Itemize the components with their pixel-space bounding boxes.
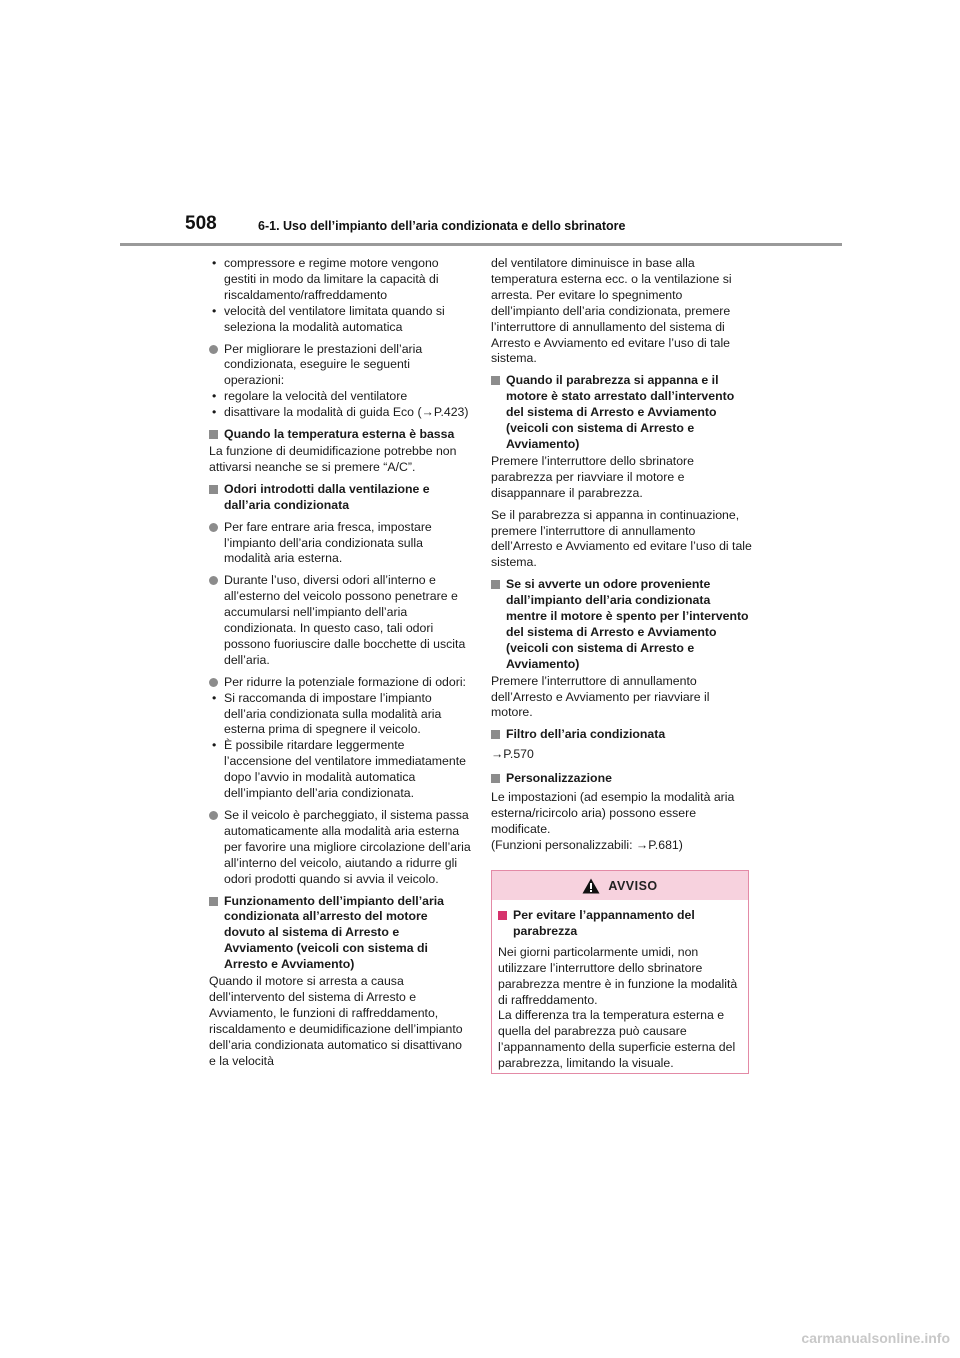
list-item: • È possibile ritardare leggermente l’accensione del ventilatore immediatamente dopo l’avvio in modalità automatica dell’impianto dell’aria condizionata. <box>209 738 471 802</box>
section-heading: Personalizzazione <box>491 771 753 787</box>
warning-body <box>492 900 748 1072</box>
note-text: Per ridurre la potenziale formazione di odori: <box>224 674 466 689</box>
note-item: Per fare entrare aria fresca, impostare l’impianto dell’aria condizionata sulla modalità aria esterna. <box>209 520 471 568</box>
section-heading: Odori introdotti dalla ventilazione e dall’aria condizionata <box>209 482 471 514</box>
paragraph: La funzione di deumidificazione potrebbe non attivarsi neanche se si premere “A/C”. <box>209 443 457 474</box>
warning-subtitle: Per evitare l’appannamento del parabrezza <box>498 908 742 940</box>
section-heading: Quando la temperatura esterna è bassa <box>209 427 471 443</box>
list-item: • Si raccomanda di impostare l’impianto dell’aria condizionata sulla modalità aria esterna prima di spegnere il veicolo. <box>209 691 471 739</box>
left-column <box>209 256 471 1076</box>
section-heading: Se si avverte un odore proveniente dall’impianto dell’aria condizionata mentre il motore è spento per l’intervento del sistema di Arresto e Avviamento (veicoli con sistema di Arresto e Avviamento) <box>491 577 753 672</box>
list-item: • velocità del ventilatore limitata quando si seleziona la modalità automatica <box>209 304 471 336</box>
right-column <box>491 256 753 854</box>
page-reference: →P.570 <box>491 747 534 762</box>
paragraph: Quando il motore si arresta a causa dell’intervento del sistema di Arresto e Avviamento, le funzioni di raffreddamento, riscaldamento e deumidificazione dell’impianto dell’aria condizionata automatico si disattivano e la velocità <box>209 974 463 1068</box>
list-item: • compressore e regime motore vengono gestiti in modo da limitare la capacità di riscaldamento/raffreddamento <box>209 256 471 304</box>
section-heading: Funzionamento dell’impianto dell’aria condizionata all’arresto del motore dovuto al sistema di Arresto e Avviamento (veicoli con sistema di Arresto e Avviamento) <box>209 894 471 974</box>
paragraph: Premere l’interruttore dello sbrinatore parabrezza per riavviare il motore e disappannare il parabrezza. <box>491 453 694 500</box>
paragraph: del ventilatore diminuisce in base alla temperatura esterna ecc. o la ventilazione si arresta. Per evitare lo spegnimento dell’impianto dell’aria condizionata, premere l’interruttore di annullamento del sistema di Arresto e Avviamento ed evitare l’uso di tale sistema. <box>491 256 732 366</box>
chapter-title: 6-1. Uso dell’impianto dell’aria condizionata e dello sbrinatore <box>258 219 626 233</box>
header-rule <box>120 243 842 246</box>
watermark: carmanualsonline.info <box>801 1330 950 1346</box>
page-header <box>0 0 960 250</box>
list-item: • regolare la velocità del ventilatore <box>209 389 471 405</box>
paragraph: (Funzioni personalizzabili: →P.681) <box>491 837 683 852</box>
section-heading: Filtro dell’aria condizionata <box>491 727 753 743</box>
note-item: Se il veicolo è parcheggiato, il sistema passa automaticamente alla modalità aria esterna per favorire una migliore circolazione dell’aria all’interno del veicolo, aiutando a ridurre gli odori prodotti quando si avvia il veicolo. <box>209 808 471 888</box>
page-number: 508 <box>185 213 217 234</box>
bullet-list <box>209 256 471 336</box>
warning-header <box>492 871 748 900</box>
note-item <box>209 342 471 422</box>
warning-text: Nei giorni particolarmente umidi, non utilizzare l’interruttore dello sbrinatore parabrezza mentre è in funzione la modalità di raffreddamento. <box>498 944 738 1007</box>
paragraph: Le impostazioni (ad esempio la modalità aria esterna/ricircolo aria) possono essere modificate. <box>491 790 735 836</box>
paragraph: Premere l’interruttore di annullamento dell’Arresto e Avviamento per riavviare il motore. <box>491 673 710 720</box>
paragraph: Se il parabrezza si appanna in continuazione, premere l’interruttore di annullamento dell’Arresto e Avviamento ed evitare l’uso di tale sistema. <box>491 507 752 570</box>
note-item: Durante l’uso, diversi odori all’interno e all’esterno del veicolo possono penetrare e accumularsi nell’impianto dell’aria condizionata. In questo caso, tali odori possono fuoriuscire dalle bocchette di uscita dell’aria. <box>209 573 471 668</box>
warning-title: AVVISO <box>608 878 658 893</box>
section-heading: Quando il parabrezza si appanna e il motore è stato arrestato dall’intervento del sistema di Arresto e Avviamento (veicoli con sistema di Arresto e Avviamento) <box>491 373 753 453</box>
warning-text: La differenza tra la temperatura esterna e quella del parabrezza può causare l’appannamento della superficie esterna del parabrezza, limitando la visuale. <box>498 1008 736 1071</box>
list-item: • disattivare la modalità di guida Eco (→P.423) <box>209 405 471 421</box>
warning-box <box>491 870 749 1074</box>
note-text: Per migliorare le prestazioni dell’aria condizionata, eseguire le seguenti operazioni: <box>224 341 423 388</box>
note-item <box>209 675 471 802</box>
warning-triangle-icon <box>582 878 600 894</box>
